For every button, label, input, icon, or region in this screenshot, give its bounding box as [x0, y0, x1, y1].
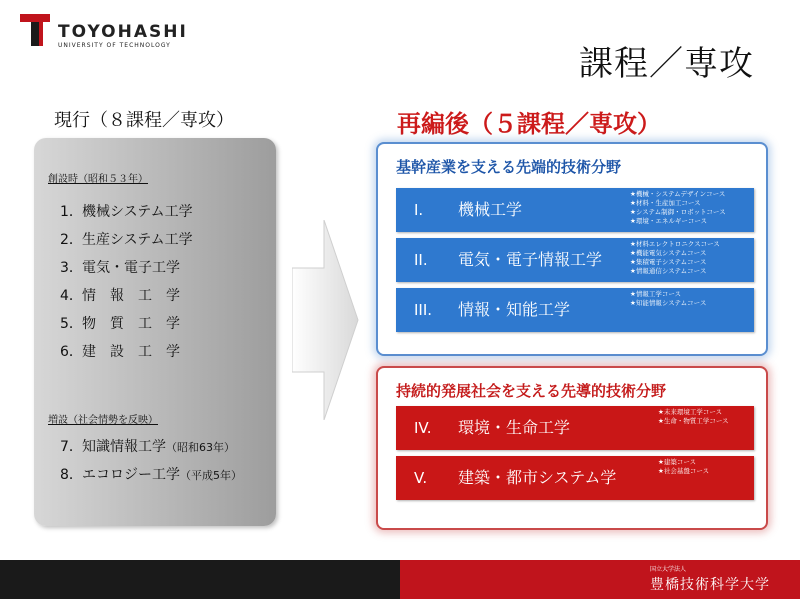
program-courses: ★建築コース ★社会基盤コース: [658, 458, 710, 475]
footer-subtitle: 国立大学法人: [650, 566, 687, 573]
right-arrow-icon: [292, 220, 362, 420]
field-title: 基幹産業を支える先端的技術分野: [396, 158, 622, 176]
course-item: 2．生産システム工学: [60, 232, 193, 248]
reorganized-heading: 再編後（５課程／専攻）: [397, 110, 661, 138]
group-added-label: 増設（社会情勢を反映）: [48, 415, 158, 426]
program-information: [396, 288, 754, 332]
program-number: III.: [414, 301, 433, 319]
logo-name: TOYOHASHI: [58, 22, 188, 42]
course-item: 5．物 質 工 学: [60, 316, 180, 332]
university-logo: [20, 12, 190, 52]
footer-university-name: 豊橋技術科学大学: [650, 577, 770, 593]
program-mechanical: [396, 188, 754, 232]
program-electrical: [396, 238, 754, 282]
course-item: 6．建 設 工 学: [60, 344, 180, 360]
course-item: 7．知識情報工学（昭和63年）: [60, 439, 235, 455]
page-title: 課程／専攻: [579, 44, 754, 84]
program-courses: ★情報工学コース ★知能情報システムコース: [630, 290, 707, 307]
footer-bar-black: [0, 560, 400, 599]
program-name: 電気・電子情報工学: [458, 250, 603, 269]
program-number: I.: [414, 201, 424, 219]
program-environment: [396, 406, 754, 450]
program-courses: ★未来環境工学コース ★生命・物質工学コース: [658, 408, 729, 425]
logo-subtitle: UNIVERSITY OF TECHNOLOGY: [58, 42, 171, 49]
program-name: 情報・知能工学: [458, 300, 571, 319]
course-item: 8．エコロジー工学（平成5年）: [60, 467, 242, 483]
field-sustainable-society: [376, 366, 768, 530]
program-number: IV.: [414, 419, 432, 437]
course-item: 3．電気・電子工学: [60, 260, 180, 276]
program-name: 建築・都市システム学: [458, 468, 617, 487]
course-item: 4．情 報 工 学: [60, 288, 180, 304]
course-item: 1．機械システム工学: [60, 204, 193, 220]
current-heading: 現行（８課程／専攻）: [54, 110, 234, 131]
program-name: 環境・生命工学: [458, 418, 571, 437]
program-name: 機械工学: [458, 200, 523, 219]
program-number: V.: [414, 469, 428, 487]
field-title: 持続的発展社会を支える先導的技術分野: [396, 382, 667, 400]
program-architecture: [396, 456, 754, 500]
field-advanced-technology: [376, 142, 768, 356]
group-founding-label: 創設時（昭和５３年）: [48, 174, 148, 185]
logo-mark-icon: [20, 14, 50, 46]
program-number: II.: [414, 251, 428, 269]
program-courses: ★機械・システムデザインコース ★材料・生産加工コース ★システム制御・ロボットコース ★環境・エネルギーコース: [630, 190, 726, 225]
program-courses: ★材料エレクトロニクスコース ★機能電気システムコース ★集積電子システムコース ★情報通信システムコース: [630, 240, 720, 275]
